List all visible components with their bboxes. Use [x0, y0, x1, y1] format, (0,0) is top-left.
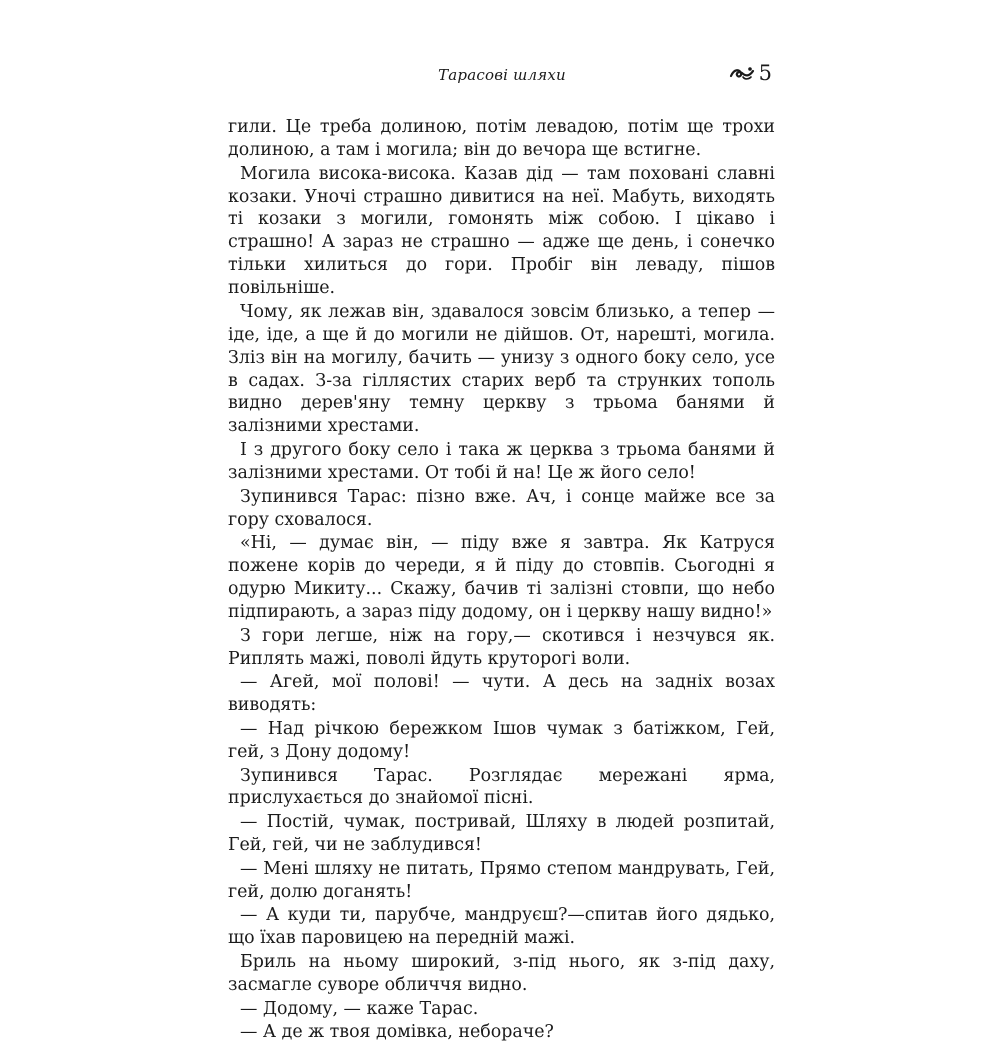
paragraph: І з другого боку село і така ж церква з трьома банями й залізними хрестами. От тобі й на! Це ж його село! [228, 440, 775, 483]
paragraph: — А де ж твоя домівка, неборачe? [240, 1022, 554, 1043]
paragraph: — Мені шляху не питать, Прямо степом мандрувать, Гей, гей, долю доганять! [228, 858, 775, 902]
paragraph: «Ні, — думає він, — піду вже я завтра. Як Катруся пожене корів до череди, я й піду до стовпів. Сьогодні я одурю Микиту... Скажу, бачив ті залізні стовпи, що небо підпирають, а зараз піду додому, он і церкву нашу видно!» [228, 533, 775, 623]
paragraph: — А куди ти, парубче, мандруєш?—спитав його дядько, що їхав паровицею на передній мажі. [228, 905, 775, 949]
page-folio [729, 62, 772, 84]
paragraph: — Агей, мої полові! — чути. А десь на задніх возах виводять: [228, 672, 775, 716]
paragraph: Зупинився Тарас. Розглядає мережані ярма, прислухається до знайомої пісні. [228, 765, 775, 809]
paragraph: Чому, як лежав він, здавалося зовсім близько, а тепер — іде, іде, а ще й до могили не дійшов. От, нарешті, могила. Зліз він на могилу, бачить — унизу з одного боку село, усе в садах. З-за гіллястих старих верб та струнких тополь видно дерев'яну темну церкву з трьома банями й залізними хрестами. [228, 301, 775, 437]
body-text [228, 116, 775, 1044]
paragraph: З гори легше, ніж на гору,— скотився і незчувся як. Риплять мажі, поволі йдуть круторогі воли. [228, 625, 775, 669]
paragraph: — Над річкою бережком Ішов чумак з батіжком, Гей, гей, з Дону додому! [228, 718, 775, 762]
running-title: Тарасові шляхи [438, 66, 566, 84]
swirl-ornament-icon [729, 65, 755, 81]
paragraph: гили. Це треба долиною, потім левадою, потім ще трохи долиною, а там і могила; він до вечора ще встигне. [228, 117, 775, 160]
paragraph: Бриль на ньому широкий, з-під нього, як з-під даху, засмагле суворе обличчя видно. [228, 951, 775, 995]
paragraph: Могила висока-висока. Казав дід — там поховані славні козаки. Уночі страшно дивитися на неї. Мабуть, виходять ті козаки з могили, гомонять між собою. І цікаво і страшно! А зараз не страшно — адже ще день, і сонечко тільки хилиться до гори. Пробіг він леваду, пішов повільніше. [228, 163, 775, 299]
page-number: 5 [758, 61, 772, 85]
paragraph: Зупинився Тарас: пізно вже. Ач, і сонце майже все за гору сховалося. [228, 486, 775, 530]
paragraph: — Додому, — каже Тарас. [240, 998, 479, 1019]
paragraph: — Постій, чумак, постривай, Шляху в людей розпитай, Гей, гей, чи не заблудився! [228, 812, 775, 856]
